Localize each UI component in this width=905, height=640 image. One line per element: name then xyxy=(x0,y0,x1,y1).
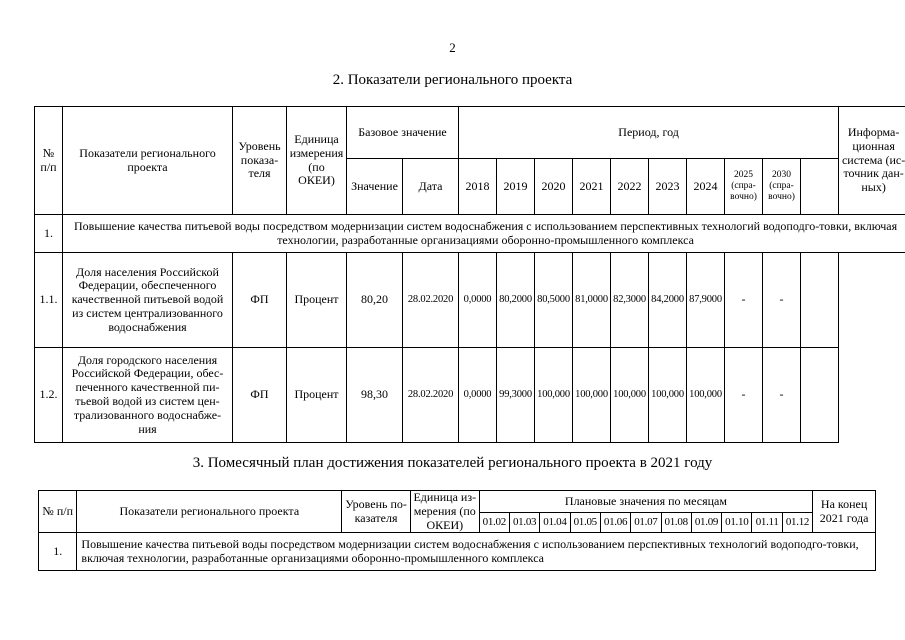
monthly-plan-table xyxy=(38,490,876,571)
header-month: 01.07 xyxy=(631,513,661,533)
row-year-value: 84,2000 xyxy=(649,253,687,348)
row-base-value: 98,30 xyxy=(347,348,403,443)
table-row xyxy=(35,253,905,348)
row-num: 1.2. xyxy=(35,348,63,443)
row-year-value: 80,2000 xyxy=(497,253,535,348)
header-year: 2023 xyxy=(649,159,687,215)
row-year-value: 100,000 xyxy=(573,348,611,443)
indicators-table xyxy=(34,106,905,443)
row-year-value: 0,0000 xyxy=(459,253,497,348)
table-row xyxy=(35,348,905,443)
row-unit: Процент xyxy=(287,348,347,443)
header-base: Базовое значение xyxy=(347,107,459,159)
row-info xyxy=(801,253,839,348)
row-year-value: 100,000 xyxy=(535,348,573,443)
row-level: ФП xyxy=(233,348,287,443)
row-2030: - xyxy=(763,253,801,348)
header-month: 01.02 xyxy=(479,513,509,533)
header-year: 2024 xyxy=(687,159,725,215)
row-base-value: 80,20 xyxy=(347,253,403,348)
group-num: 1. xyxy=(35,215,63,253)
header-plan: Плановые значения по месяцам xyxy=(479,491,813,513)
header-month: 01.06 xyxy=(600,513,630,533)
header-month: 01.11 xyxy=(752,513,782,533)
header-base-date: Дата xyxy=(403,159,459,215)
header-month: 01.09 xyxy=(691,513,721,533)
row-num: 1.1. xyxy=(35,253,63,348)
row-base-date: 28.02.2020 xyxy=(403,348,459,443)
header-base-value: Значение xyxy=(347,159,403,215)
row-unit: Процент xyxy=(287,253,347,348)
row-base-date: 28.02.2020 xyxy=(403,253,459,348)
header-year: 2022 xyxy=(611,159,649,215)
section-3-title: 3. Помесячный план достижения показателей регионального проекта в 2021 году xyxy=(192,455,713,471)
header-unit: Единица из-мерения (по ОКЕИ) xyxy=(410,491,479,533)
header-month: 01.05 xyxy=(570,513,600,533)
row-year-value: 100,000 xyxy=(611,348,649,443)
row-2030: - xyxy=(763,348,801,443)
header-info: Информа-ционная система (ис-точник дан-ных) xyxy=(839,107,905,215)
row-level: ФП xyxy=(233,253,287,348)
header-ref-2030: 2030 (спра-вочно) xyxy=(763,159,801,215)
header-year: 2020 xyxy=(535,159,573,215)
header-year: 2019 xyxy=(497,159,535,215)
row-2025: - xyxy=(725,253,763,348)
header-month: 01.08 xyxy=(661,513,691,533)
row-indicator: Доля населения Российской Федерации, обеспеченного качественной питьевой водой из систем централизованного водоснабжения xyxy=(63,253,233,348)
header-month: 01.12 xyxy=(782,513,812,533)
group-description: Повышение качества питьевой воды посредством модернизации систем водоснабжения с использованием перспективных технологий водоподго-товки, включая технологии, разработанные организациями оборонно-промышленного комплекса xyxy=(63,215,905,253)
group-description: Повышение качества питьевой воды посредством модернизации систем водоснабжения с использованием перспективных технологий водоподго-товки, включая технологии, разработанные организациями оборонно-промышленного комплекса xyxy=(77,533,876,571)
header-year: 2018 xyxy=(459,159,497,215)
row-year-value: 80,5000 xyxy=(535,253,573,348)
page-number: 2 xyxy=(449,40,456,55)
row-year-value: 82,3000 xyxy=(611,253,649,348)
header-month: 01.04 xyxy=(540,513,570,533)
row-indicator: Доля городского населения Российской Федерации, обес-печенного качественной пи-тьевой водой из систем цен-трализованного водоснабже-ния xyxy=(63,348,233,443)
header-indicator: Показатели регионального проекта xyxy=(77,491,342,533)
row-2025: - xyxy=(725,348,763,443)
row-year-value: 0,0000 xyxy=(459,348,497,443)
header-num: № п/п xyxy=(39,491,77,533)
header-unit: Единица измерения (по ОКЕИ) xyxy=(287,107,347,215)
header-level: Уровень показа-теля xyxy=(233,107,287,215)
header-month: 01.03 xyxy=(509,513,539,533)
header-year: 2021 xyxy=(573,159,611,215)
row-info xyxy=(801,348,839,443)
header-period: Период, год xyxy=(459,107,839,159)
group-num: 1. xyxy=(39,533,77,571)
row-year-value: 100,000 xyxy=(649,348,687,443)
header-end: На конец 2021 года xyxy=(813,491,876,533)
header-level: Уровень по-казателя xyxy=(342,491,411,533)
header-num: № п/п xyxy=(35,107,63,215)
header-indicator: Показатели регионального проекта xyxy=(63,107,233,215)
row-year-value: 81,0000 xyxy=(573,253,611,348)
row-year-value: 87,9000 xyxy=(687,253,725,348)
header-month: 01.10 xyxy=(722,513,752,533)
row-year-value: 99,3000 xyxy=(497,348,535,443)
header-ref-2025: 2025 (спра-вочно) xyxy=(725,159,763,215)
section-2-title: 2. Показатели регионального проекта xyxy=(332,72,573,88)
row-year-value: 100,000 xyxy=(687,348,725,443)
